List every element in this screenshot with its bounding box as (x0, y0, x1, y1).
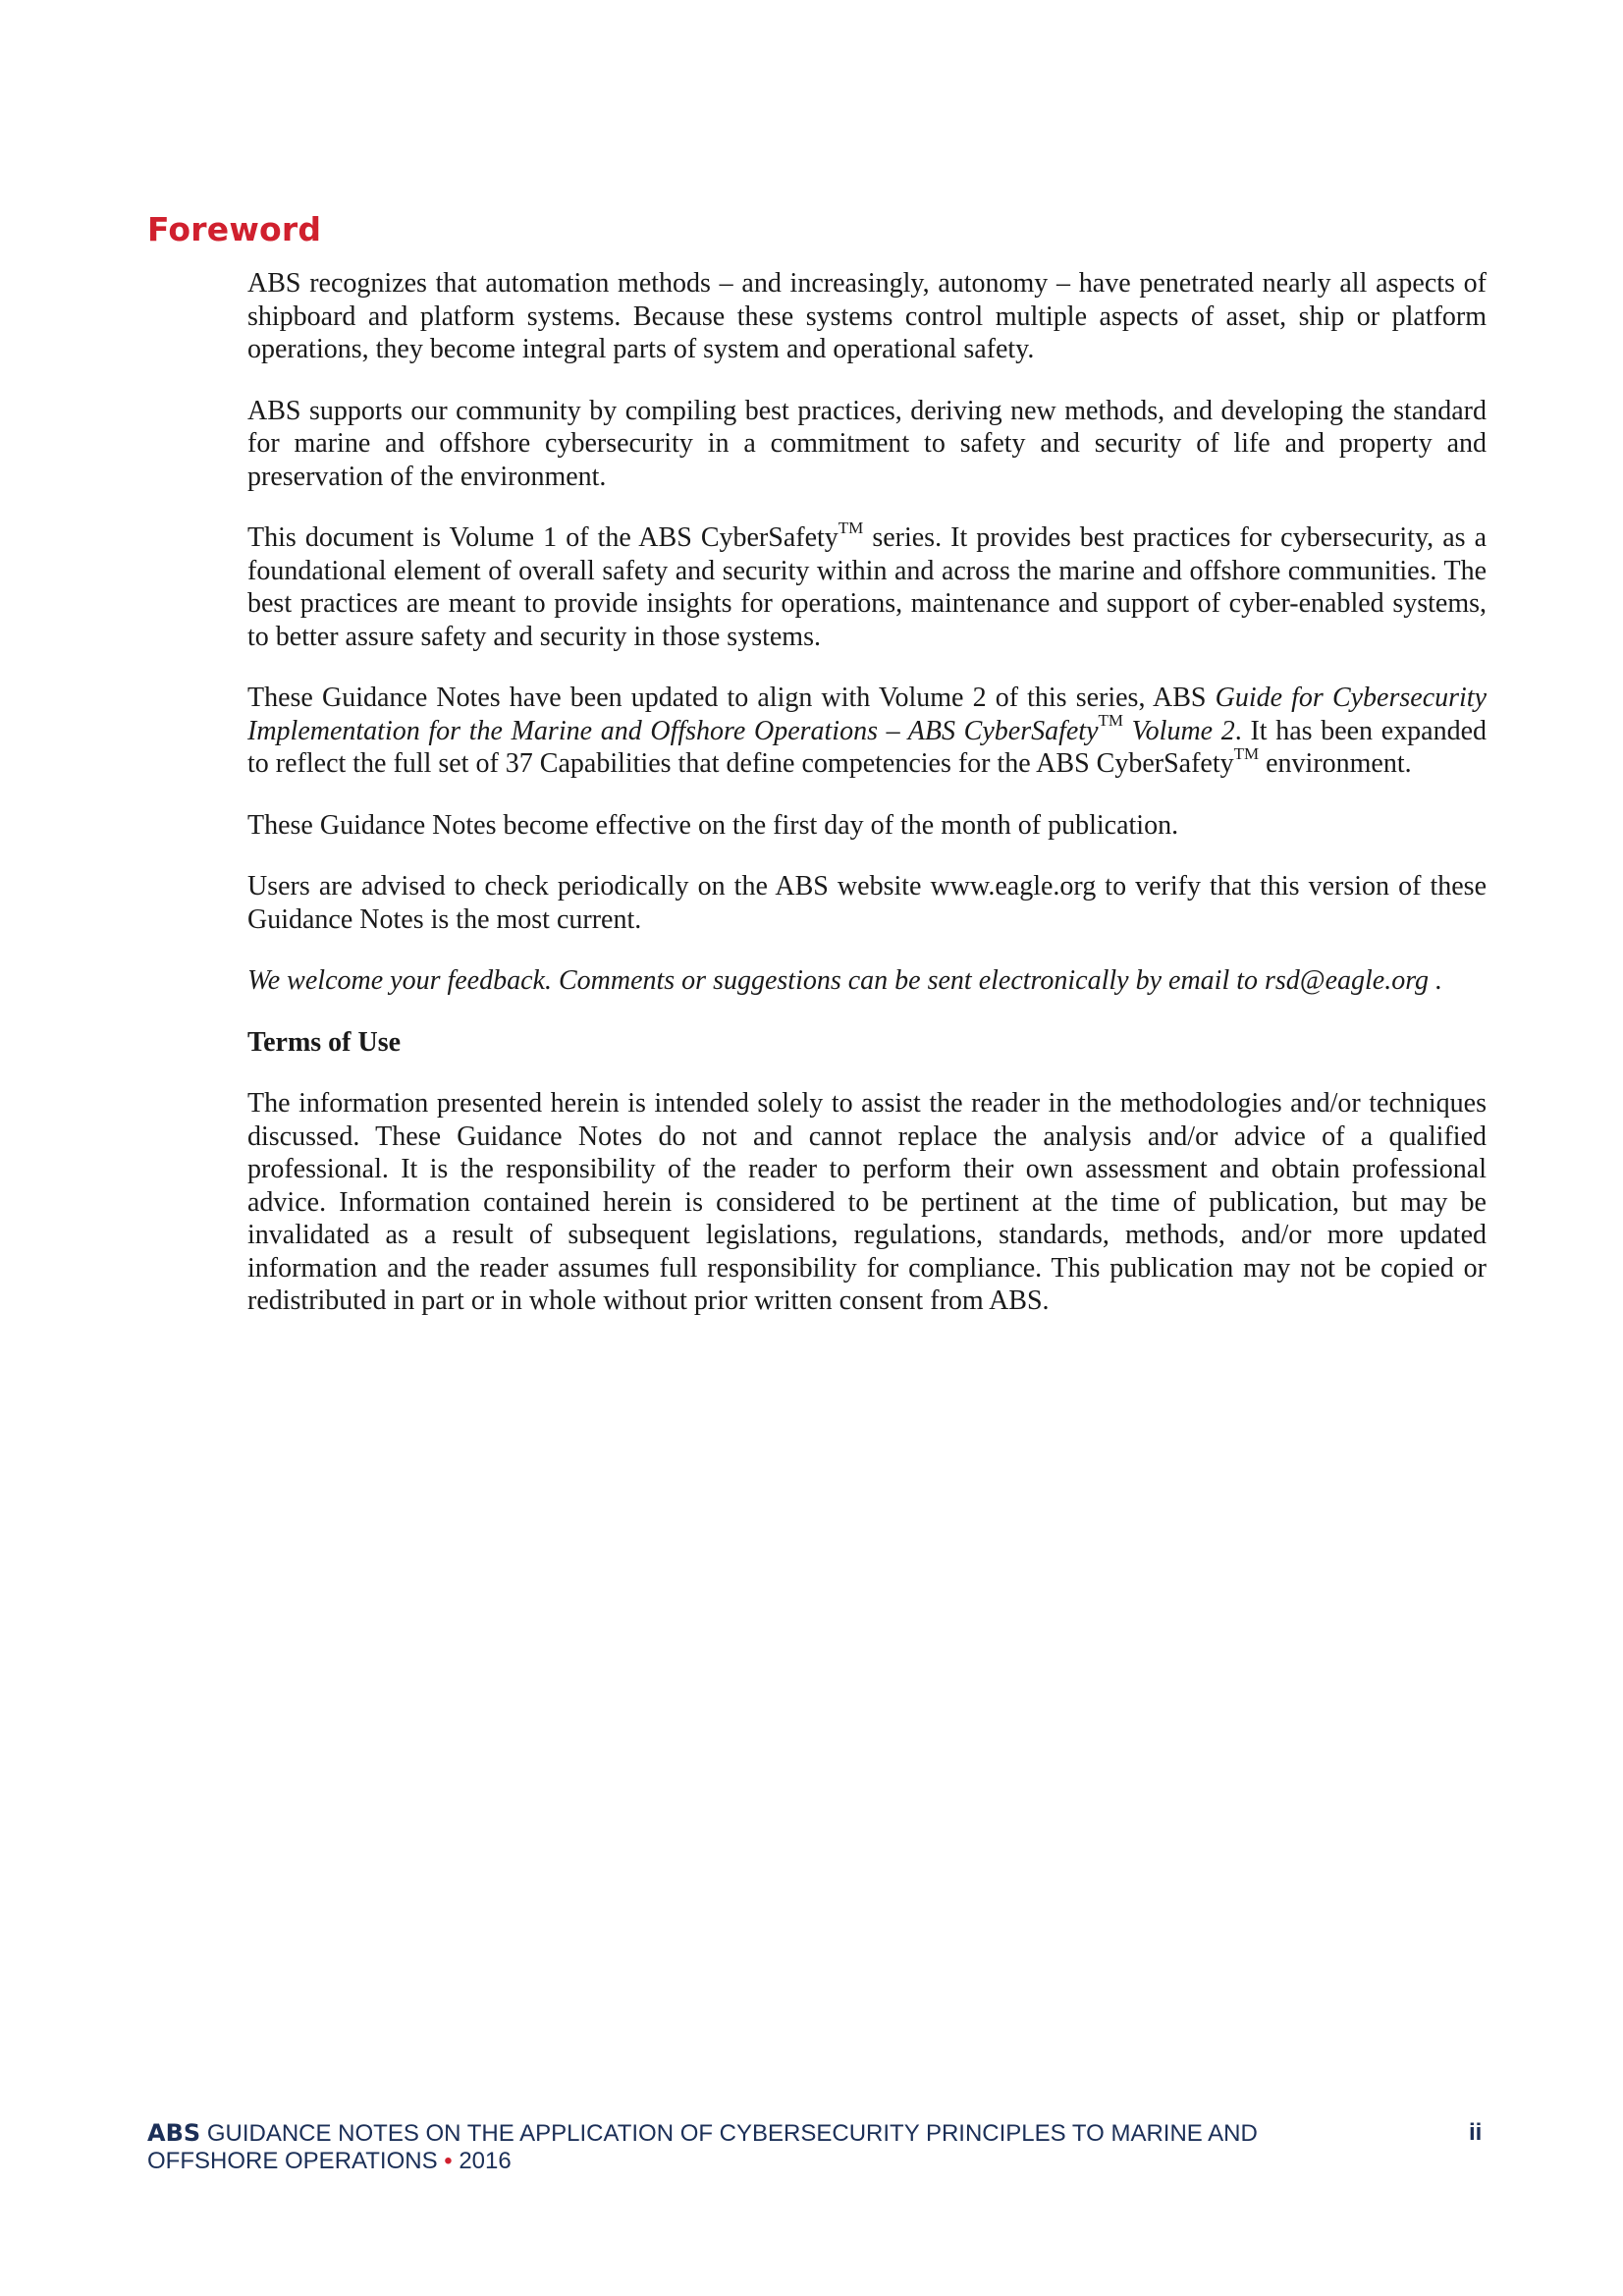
guide-title-italic: Guide for Cybersecurity Implementation for the Marine and Offshore Operations – ABS CyberSafety (247, 683, 1488, 746)
page-number: ii (1469, 2119, 1483, 2146)
footer-title-line-2-wrap (147, 2148, 1492, 2175)
paragraph-automation: ABS recognizes that automation methods – and increasingly, autonomy – have penetrated nearly all aspects of shipboard and platform systems. Because these systems control multiple aspects of asset, ship or platform operations, they become integral parts of system and operational safety. (247, 268, 1487, 364)
footer-year: 2016 (452, 2148, 512, 2174)
terms-of-use-heading: Terms of Use (247, 1026, 402, 1058)
volume-2-italic: Volume 2 (1123, 715, 1235, 746)
page-footer (147, 2119, 1492, 2175)
page-title: Foreword (147, 210, 322, 248)
paragraph-volume-1 (247, 518, 1488, 653)
foreword-body (247, 267, 1487, 1346)
footer-title-line-1: GUIDANCE NOTES ON THE APPLICATION OF CYBERSECURITY PRINCIPLES TO MARINE AND (200, 2120, 1258, 2147)
paragraph-volume-1-part-b: series. It provides best practices for cybersecurity, as a foundational element of overall safety and security within and across the marine and offshore communities. The best practices are meant to provide insights for operations, maintenance and support of cyber-enabled systems, to better assure safety and security in those systems. (247, 522, 1488, 652)
footer-title-line-2: OFFSHORE OPERATIONS (147, 2148, 445, 2174)
paragraph-volume-1-part-a: This document is Volume 1 of the ABS CyberSafety (247, 522, 839, 553)
paragraph-community: ABS supports our community by compiling best practices, deriving new methods, and developing the standard for marine and offshore cybersecurity in a commitment to safety and security of life and property and preservation of the environment. (247, 395, 1487, 492)
paragraph-website: Users are advised to check periodically on the ABS website www.eagle.org to verify that this version of these Guidance Notes is the most current. (247, 871, 1487, 935)
paragraph-update-part-a: These Guidance Notes have been updated to align with Volume 2 of this series, ABS (247, 683, 1216, 713)
trademark-mark: TM (1233, 743, 1260, 763)
footer-bullet: • (444, 2148, 453, 2174)
paragraph-effective: These Guidance Notes become effective on the first day of the month of publication. (247, 809, 1179, 841)
terms-of-use-text: The information presented herein is intended solely to assist the reader in the methodologies and/or techniques discussed. These Guidance Notes do not and cannot replace the analysis and/or advice of a qualified professional. It is the responsibility of the reader to perform their own assessment and obtain professional advice. Information contained herein is considered to be pertinent at the time of publication, but may be invalidated as a result of subsequent legislations, regulations, standards, methods, and/or more updated information and the reader assumes full responsibility for compliance. This publication may not be copied or redistributed in part or in whole without prior written consent from ABS. (247, 1088, 1487, 1316)
paragraph-update-part-b: . It has been expanded to reflect the full set of 37 Capabilities that define competencies for the ABS CyberSafety (247, 715, 1487, 779)
paragraph-update (247, 682, 1487, 781)
trademark-mark: TM (1098, 711, 1124, 731)
paragraph-feedback: We welcome your feedback. Comments or suggestions can be sent electronically by email to rsd@eagle.org . (247, 965, 1443, 996)
trademark-mark: TM (838, 518, 864, 537)
paragraph-update-part-c: environment. (1259, 748, 1412, 779)
footer-brand: ABS (147, 2119, 201, 2147)
